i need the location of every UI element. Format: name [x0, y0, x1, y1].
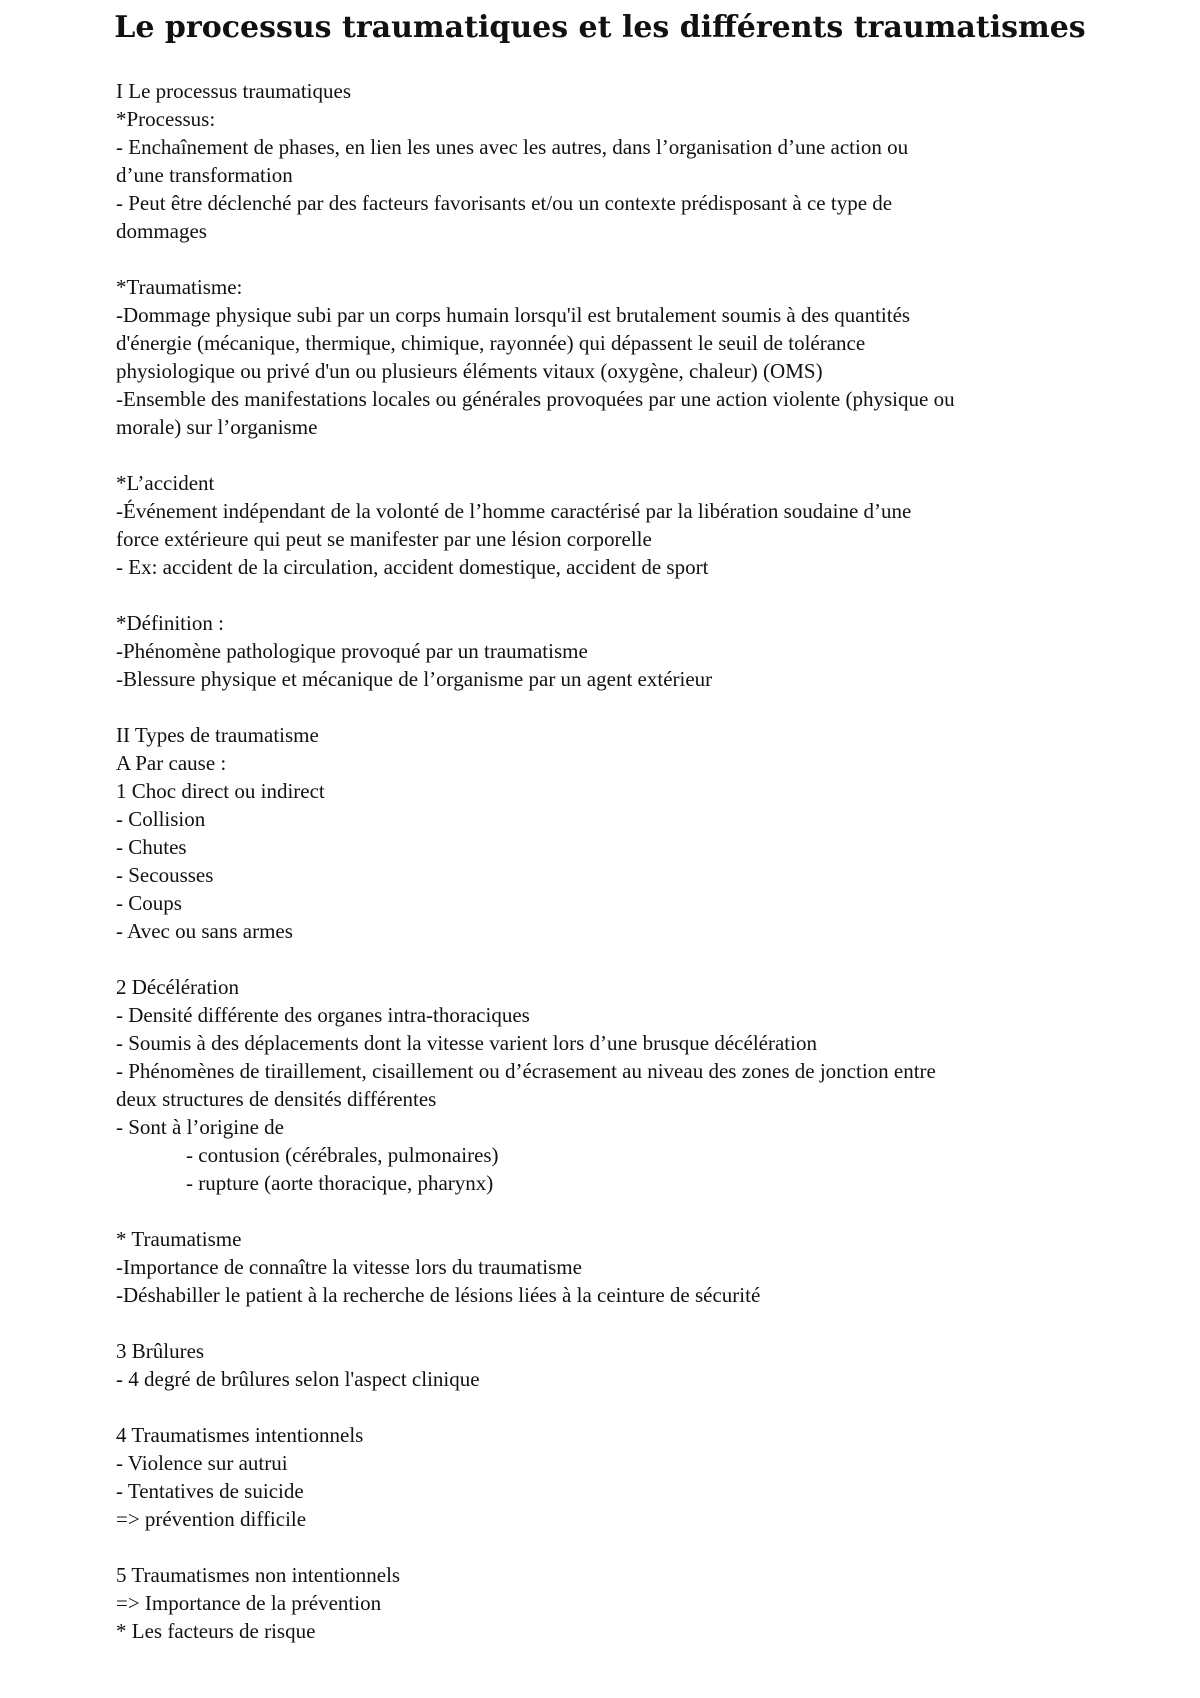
section-heading: II Types de traumatisme — [116, 723, 319, 747]
indented-list-item: - contusion (cérébrales, pulmonaires) — [186, 1143, 499, 1167]
text-line: - Ex: accident de la circulation, accident domestique, accident de sport — [116, 555, 709, 579]
text-line: d’une transformation — [116, 163, 293, 187]
subheading: *L’accident — [116, 471, 215, 495]
subheading: *Définition : — [116, 611, 224, 635]
text-line: -Importance de connaître la vitesse lors du traumatisme — [116, 1255, 582, 1279]
list-item: - Tentatives de suicide — [116, 1479, 304, 1503]
text-line: => prévention difficile — [116, 1507, 307, 1531]
text-line: deux structures de densités différentes — [116, 1087, 437, 1111]
text-line: -Événement indépendant de la volonté de l’homme caractérisé par la libération soudaine d’une — [116, 499, 912, 523]
list-item: - Sont à l’origine de — [116, 1115, 284, 1139]
text-line: -Phénomène pathologique provoqué par un traumatisme — [116, 639, 588, 663]
list-item: - Violence sur autrui — [116, 1451, 288, 1475]
document-title: Le processus traumatiques et les différents traumatismes — [114, 10, 1086, 45]
indented-list-item: - rupture (aorte thoracique, pharynx) — [186, 1171, 494, 1195]
subheading: 4 Traumatismes intentionnels — [116, 1423, 364, 1447]
subheading: A Par cause : — [116, 751, 227, 775]
text-line: -Ensemble des manifestations locales ou générales provoquées par une action violente (physique ou — [116, 387, 955, 411]
blank-line — [116, 1393, 1116, 1421]
list-item: - Avec ou sans armes — [116, 919, 293, 943]
section-heading: I Le processus traumatiques — [116, 79, 352, 103]
text-line: -Déshabiller le patient à la recherche de lésions liées à la ceinture de sécurité — [116, 1283, 761, 1307]
text-line: -Dommage physique subi par un corps humain lorsqu'il est brutalement soumis à des quantités — [116, 303, 911, 327]
subheading: 2 Décélération — [116, 975, 240, 999]
text-line: dommages — [116, 219, 207, 243]
subheading: 1 Choc direct ou indirect — [116, 779, 325, 803]
text-line: physiologique ou privé d'un ou plusieurs éléments vitaux (oxygène, chaleur) (OMS) — [116, 359, 823, 383]
text-line: force extérieure qui peut se manifester par une lésion corporelle — [116, 527, 652, 551]
blank-line — [116, 945, 1116, 973]
blank-line — [116, 1309, 1116, 1337]
blank-line — [116, 245, 1116, 273]
list-item: - Densité différente des organes intra-thoraciques — [116, 1003, 530, 1027]
text-line: - Enchaînement de phases, en lien les unes avec les autres, dans l’organisation d’une action ou — [116, 135, 909, 159]
blank-line — [116, 1533, 1116, 1561]
text-line: => Importance de la prévention — [116, 1591, 382, 1615]
subheading: *Processus: — [116, 107, 216, 131]
text-line: -Blessure physique et mécanique de l’organisme par un agent extérieur — [116, 667, 713, 691]
list-item: - Collision — [116, 807, 206, 831]
subheading: *Traumatisme: — [116, 275, 243, 299]
list-item: - Phénomènes de tiraillement, cisaillement ou d’écrasement au niveau des zones de jonction entre — [116, 1059, 936, 1083]
blank-line — [116, 441, 1116, 469]
list-item: - Secousses — [116, 863, 214, 887]
subheading: 5 Traumatismes non intentionnels — [116, 1563, 401, 1587]
text-line: d'énergie (mécanique, thermique, chimique, rayonnée) qui dépassent le seuil de tolérance — [116, 331, 866, 355]
subheading: * Traumatisme — [116, 1227, 242, 1251]
text-line: morale) sur l’organisme — [116, 415, 318, 439]
blank-line — [116, 581, 1116, 609]
document-body — [116, 77, 1116, 1645]
blank-line — [116, 1197, 1116, 1225]
list-item: - 4 degré de brûlures selon l'aspect clinique — [116, 1367, 480, 1391]
list-item: - Soumis à des déplacements dont la vitesse varient lors d’une brusque décélération — [116, 1031, 817, 1055]
text-line: * Les facteurs de risque — [116, 1619, 316, 1643]
list-item: - Chutes — [116, 835, 187, 859]
list-item: - Coups — [116, 891, 182, 915]
text-line: - Peut être déclenché par des facteurs favorisants et/ou un contexte prédisposant à ce type de — [116, 191, 893, 215]
blank-line — [116, 693, 1116, 721]
subheading: 3 Brûlures — [116, 1339, 205, 1363]
